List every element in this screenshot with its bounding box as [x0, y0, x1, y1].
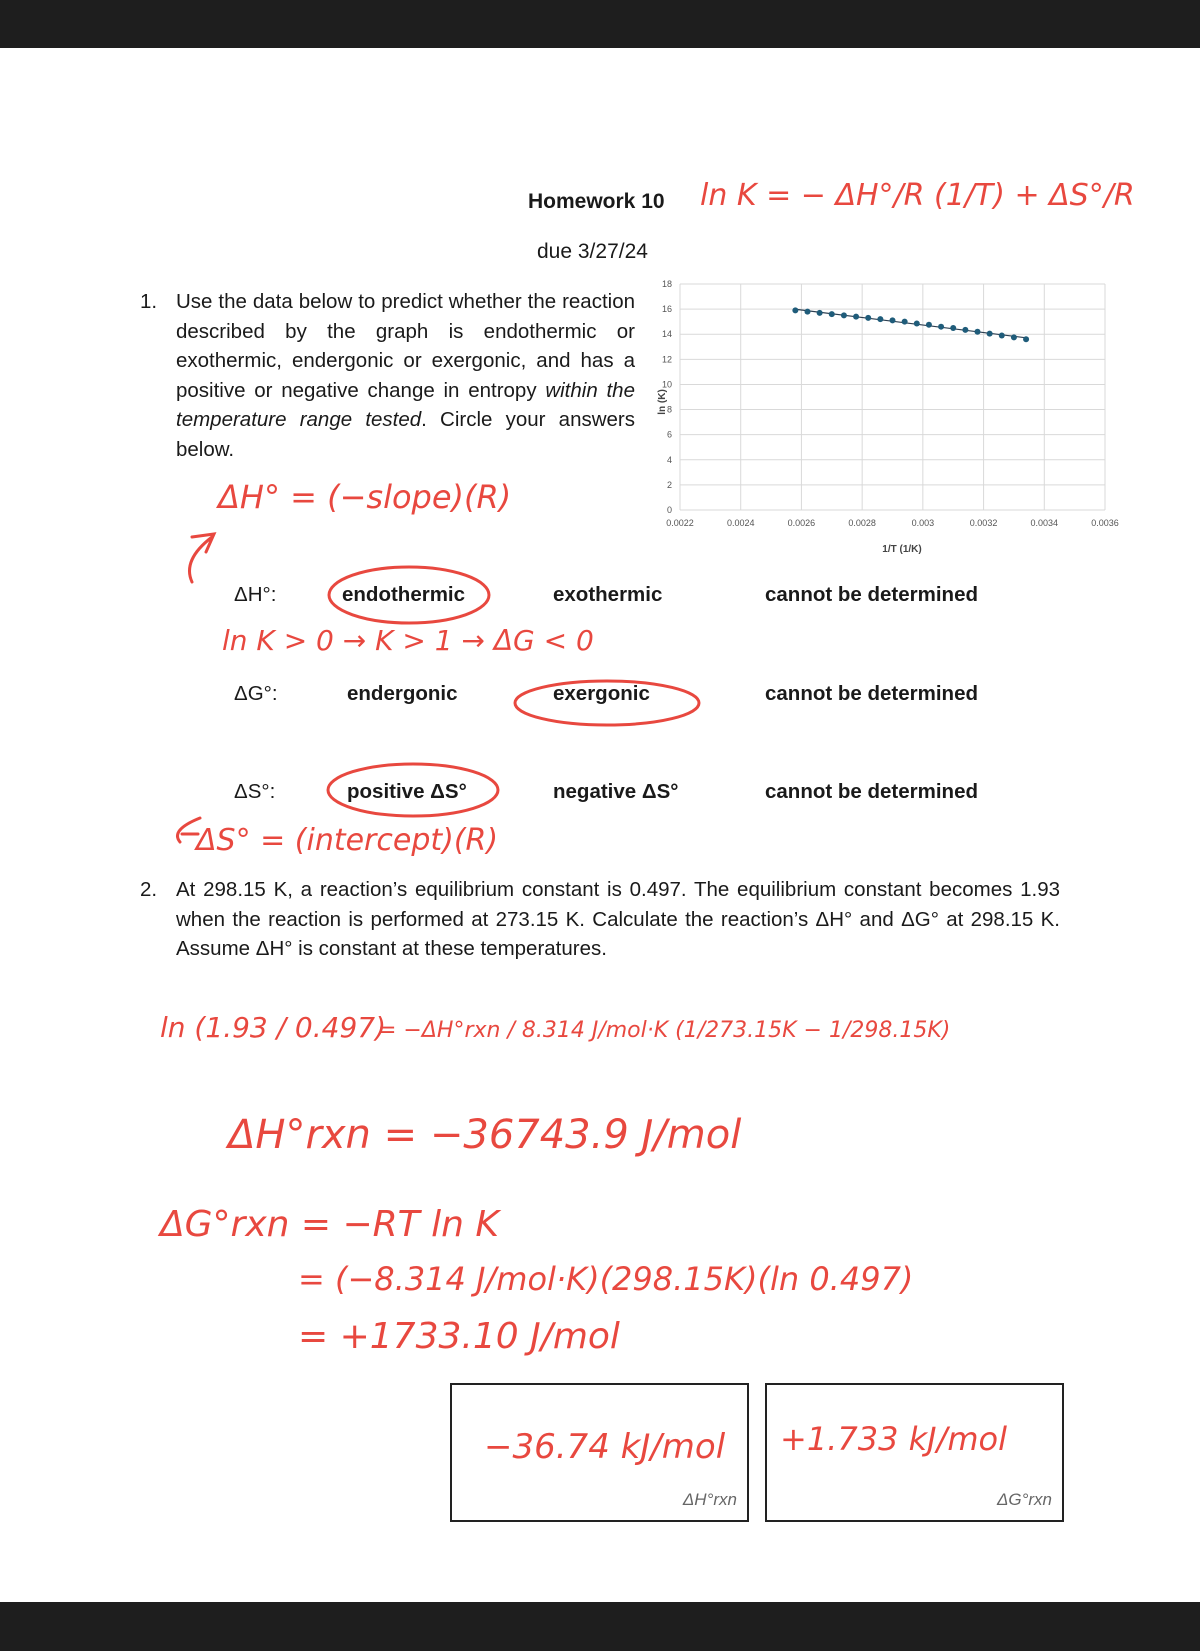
ln-k-vs-inverse-temperature-chart — [655, 272, 1125, 557]
x-tick-label: 0.0032 — [969, 518, 998, 528]
delta-g-answer-box[interactable] — [765, 1383, 1064, 1522]
x-tick-label: 0.0022 — [666, 518, 694, 528]
delta-s-cannot-determine-option[interactable]: cannot be determined — [765, 780, 979, 803]
x-tick-label: 0.0036 — [1091, 518, 1119, 528]
y-tick-label: 4 — [666, 454, 672, 465]
data-point — [877, 316, 883, 322]
data-point — [987, 331, 993, 337]
x-tick-label: 0.003 — [911, 518, 935, 528]
homework-title: Homework 10 — [528, 190, 665, 213]
question-1-text-italic: within the temperature range tested — [176, 378, 635, 431]
data-point — [792, 307, 798, 313]
y-axis-label: ln (K) — [657, 389, 668, 415]
delta-g-answer-label: ΔG°rxn — [996, 1490, 1052, 1509]
x-tick-label: 0.0026 — [787, 518, 816, 528]
y-tick-label: 2 — [666, 479, 672, 490]
data-point — [829, 311, 835, 317]
data-point — [999, 332, 1005, 338]
delta-h-cannot-determine-option[interactable]: cannot be determined — [765, 583, 979, 606]
dh-slope-note: ΔH° = (−slope)(R) — [218, 478, 512, 516]
positive-delta-s-option[interactable]: positive ΔS° — [347, 780, 467, 803]
data-point — [938, 324, 944, 330]
question-1-text-a: Use the data below to predict whether the reaction described by the graph is endothermic or exothermic, endergonic or exergonic, and has a positive or negative change in entropy — [176, 290, 635, 402]
y-tick-label: 10 — [661, 379, 672, 390]
question-1 — [140, 287, 635, 464]
question-2-text: At 298.15 K, a reaction’s equilibrium constant is 0.497. The equilibrium constant becomes 1.93 when the reaction is performed at 273.15 K. Calculate the reaction’s ΔH° and ΔG° at 298.15 K. Assume ΔH° is constant at these temperatures. — [176, 878, 1060, 960]
data-point — [926, 322, 932, 328]
chart-points — [792, 307, 1029, 342]
question-2 — [140, 875, 1060, 964]
y-tick-label: 8 — [666, 404, 672, 415]
data-point — [902, 319, 908, 325]
calc-line-5: = +1733.10 J/mol — [298, 1316, 620, 1357]
dg-answer-ink: +1.733 kJ/mol — [780, 1420, 1007, 1458]
data-point — [1023, 336, 1029, 342]
data-point — [865, 315, 871, 321]
y-tick-label: 14 — [661, 329, 672, 340]
data-point — [805, 309, 811, 315]
x-tick-label: 0.0024 — [726, 518, 755, 528]
y-tick-label: 18 — [661, 279, 672, 289]
delta-g-cannot-determine-option[interactable]: cannot be determined — [765, 682, 979, 705]
data-point — [950, 325, 956, 331]
bottom-bar — [0, 1602, 1200, 1651]
question-2-number: 2. — [140, 878, 158, 901]
data-point — [975, 329, 981, 335]
dg-sign-note: ln K > 0 → K > 1 → ΔG < 0 — [222, 624, 594, 657]
endergonic-option[interactable]: endergonic — [347, 682, 458, 705]
data-point — [962, 327, 968, 333]
question-1-number: 1. — [140, 290, 158, 313]
x-axis-label: 1/T (1/K) — [882, 544, 922, 555]
chart-x-ticks — [666, 518, 1119, 528]
data-point — [890, 317, 896, 323]
y-tick-label: 16 — [661, 304, 672, 315]
negative-delta-s-option[interactable]: negative ΔS° — [553, 780, 679, 803]
exothermic-option[interactable]: exothermic — [553, 583, 663, 606]
delta-s-label: ΔS°: — [234, 780, 276, 803]
ds-intercept-note: ΔS° = (intercept)(R) — [196, 823, 499, 858]
delta-h-answer-label: ΔH°rxn — [682, 1490, 737, 1509]
calc-line-1-lhs: ln (1.93 / 0.497) — [160, 1011, 387, 1044]
exergonic-option[interactable]: exergonic — [553, 682, 650, 705]
x-tick-label: 0.0034 — [1030, 518, 1059, 528]
calc-line-4: = (−8.314 J/mol·K)(298.15K)(ln 0.497) — [298, 1260, 914, 1298]
calc-line-1-rhs: = −ΔH°rxn / 8.314 J/mol·K (1/273.15K − 1/298.15K) — [378, 1018, 951, 1043]
x-tick-label: 0.0028 — [848, 518, 876, 528]
endothermic-option[interactable]: endothermic — [342, 583, 466, 606]
data-point — [914, 321, 920, 327]
question-1-text — [176, 287, 635, 464]
y-tick-label: 0 — [666, 505, 672, 515]
calc-line-2: ΔH°rxn = −36743.9 J/mol — [228, 1112, 742, 1158]
calc-line-3: ΔG°rxn = −RT ln K — [160, 1204, 499, 1245]
y-tick-label: 6 — [666, 429, 672, 440]
y-tick-label: 12 — [661, 354, 672, 365]
delta-h-answer-box[interactable] — [450, 1383, 749, 1522]
delta-h-label: ΔH°: — [234, 583, 277, 606]
delta-g-label: ΔG°: — [234, 682, 278, 705]
top-bar — [0, 0, 1200, 48]
question-1-text-b: . Circle your answers below. — [176, 408, 636, 461]
due-date: due 3/27/24 — [537, 240, 648, 263]
data-point — [1011, 334, 1017, 340]
data-point — [817, 310, 823, 316]
data-point — [841, 312, 847, 318]
data-point — [853, 314, 859, 320]
dh-answer-ink: −36.74 kJ/mol — [484, 1427, 726, 1467]
lnk-equation: ln K = − ΔH°/R (1/T) + ΔS°/R — [700, 178, 1135, 213]
